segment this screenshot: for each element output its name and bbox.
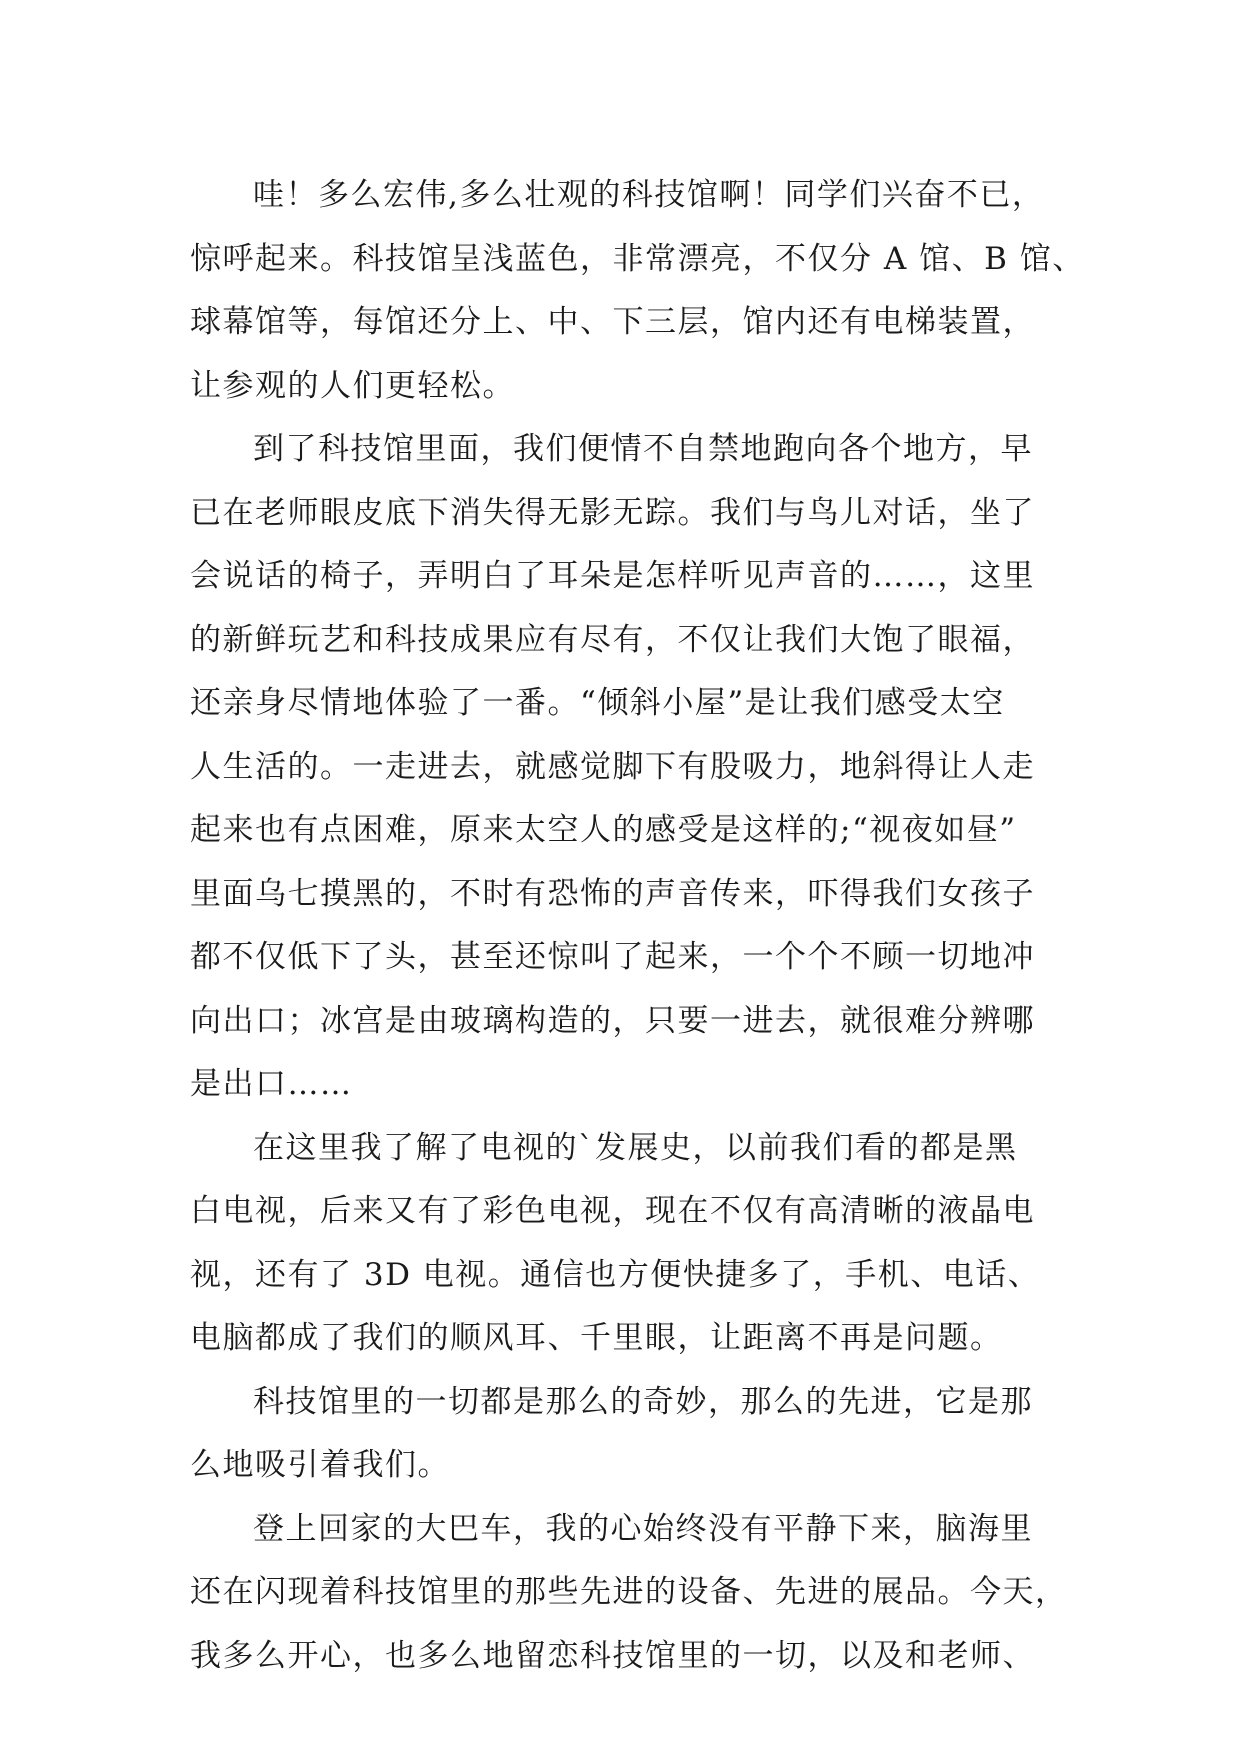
text-line: 在这里我了解了电视的`发展史，以前我们看的都是黑 bbox=[253, 1129, 1018, 1166]
text-line: 登上回家的大巴车，我的心始终没有平静下来，脑海里 bbox=[253, 1510, 1033, 1547]
text-line: 到了科技馆里面，我们便情不自禁地跑向各个地方，早 bbox=[253, 431, 1033, 467]
text-line: 还在闪现着科技馆里的那些先进的设备、先进的展品。今天， bbox=[190, 1574, 1068, 1610]
text-line: 是出口…… bbox=[190, 1066, 353, 1102]
text-line: 已在老师眼皮底下消失得无影无踪。我们与鸟儿对话，坐了 bbox=[190, 494, 1035, 531]
text-line: 人生活的。一走进去，就感觉脚下有股吸力，地斜得让人走 bbox=[190, 748, 1035, 785]
text-line: 白电视，后来又有了彩色电视，现在不仅有高清晰的液晶电 bbox=[190, 1193, 1035, 1229]
text-line: 向出口；冰宫是由玻璃构造的，只要一进去，就很难分辨哪 bbox=[190, 1002, 1035, 1039]
text-line: 我多么开心，也多么地留恋科技馆里的一切，以及和老师、 bbox=[190, 1637, 1035, 1674]
text-line: 还亲身尽情地体验了一番。“倾斜小屋”是让我们感受太空 bbox=[190, 685, 1005, 721]
text-line: 惊呼起来。科技馆呈浅蓝色，非常漂亮，不仅分 A 馆、B 馆、 bbox=[190, 240, 1085, 277]
text-line: 科技馆里的一切都是那么的奇妙，那么的先进，它是那 bbox=[253, 1383, 1033, 1420]
text-line: 的新鲜玩艺和科技成果应有尽有，不仅让我们大饱了眼福， bbox=[190, 621, 1035, 658]
text-line: 起来也有点困难，原来太空人的感受是这样的;“视夜如昼” bbox=[190, 812, 1017, 848]
text-line: 么地吸引着我们。 bbox=[190, 1447, 450, 1483]
text-line: 里面乌七摸黑的，不时有恐怖的声音传来，吓得我们女孩子 bbox=[190, 875, 1035, 912]
text-line: 让参观的人们更轻松。 bbox=[190, 367, 515, 404]
text-line: 会说话的椅子，弄明白了耳朵是怎样听见声音的……，这里 bbox=[190, 558, 1035, 594]
document-body bbox=[190, 164, 1085, 1688]
text-line: 电脑都成了我们的顺风耳、千里眼，让距离不再是问题。 bbox=[190, 1320, 1003, 1356]
text-line: 都不仅低下了头，甚至还惊叫了起来，一个个不顾一切地冲 bbox=[190, 939, 1035, 975]
text-line: 视，还有了 3D 电视。通信也方便快捷多了，手机、电话、 bbox=[190, 1256, 1041, 1293]
text-line: 哇！多么宏伟,多么壮观的科技馆啊！同学们兴奋不已， bbox=[253, 177, 1045, 213]
text-line: 球幕馆等，每馆还分上、中、下三层，馆内还有电梯装置， bbox=[190, 304, 1035, 340]
